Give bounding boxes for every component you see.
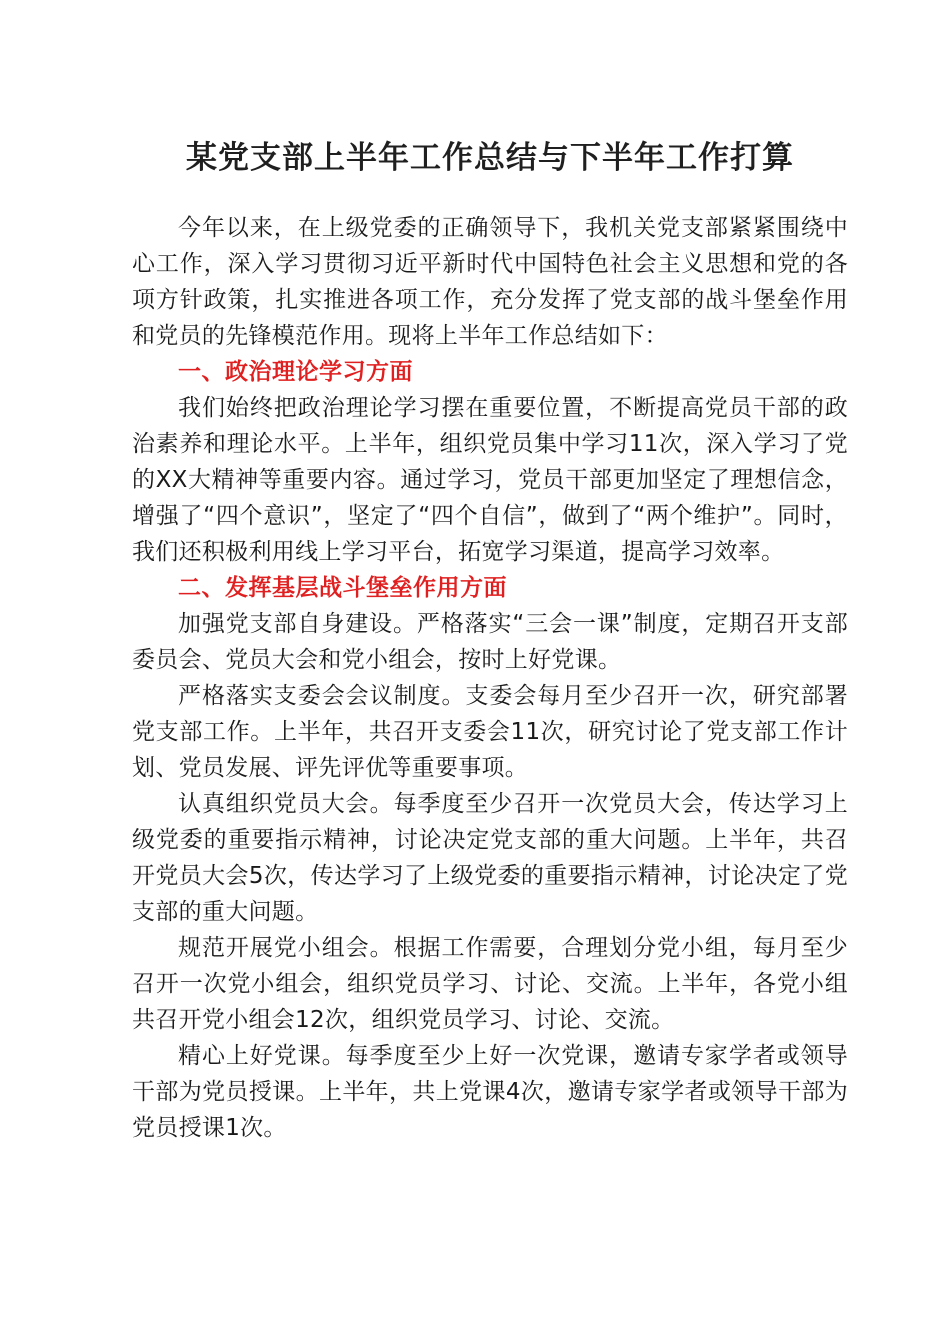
section2-paragraph-group-meetings: 规范开展党小组会。根据工作需要，合理划分党小组，每月至少召开一次党小组会，组织党员学习、讨论、交流。上半年，各党小组共召开党小组会12次，组织党员学习、讨论、交流。: [132, 935, 848, 1033]
intro-paragraph: 今年以来，在上级党委的正确领导下，我机关党支部紧紧围绕中心工作，深入学习贯彻习近平新时代中国特色社会主义思想和党的各项方针政策，扎实推进各项工作，充分发挥了党支部的战斗堡垒作用和党员的先锋模范作用。现将上半年工作总结如下：: [132, 215, 848, 349]
section1-paragraph: 我们始终把政治理论学习摆在重要位置，不断提高党员干部的政治素养和理论水平。上半年，组织党员集中学习11次，深入学习了党的XX大精神等重要内容。通过学习，党员干部更加坚定了理想信念，增强了“四个意识”，坚定了“四个自信”，做到了“两个维护”。同时，我们还积极利用线上学习平台，拓宽学习渠道，提高学习效率。: [132, 395, 848, 565]
section2-paragraph-member-assembly: 认真组织党员大会。每季度至少召开一次党员大会，传达学习上级党委的重要指示精神，讨论决定党支部的重大问题。上半年，共召开党员大会5次，传达学习了上级党委的重要指示精神，讨论决定了党支部的重大问题。: [132, 791, 848, 925]
document-title: 某党支部上半年工作总结与下半年工作打算: [186, 140, 794, 176]
section2-paragraph-party-lectures: 精心上好党课。每季度至少上好一次党课，邀请专家学者或领导干部为党员授课。上半年，共上党课4次，邀请专家学者或领导干部为党员授课1次。: [132, 1043, 848, 1141]
section-heading-grassroots: 二、发挥基层战斗堡垒作用方面: [178, 575, 507, 601]
section2-paragraph-committee-meetings: 严格落实支委会会议制度。支委会每月至少召开一次，研究部署党支部工作。上半年，共召开支委会11次，研究讨论了党支部工作计划、党员发展、评先评优等重要事项。: [132, 683, 848, 781]
section2-paragraph-branch-building: 加强党支部自身建设。严格落实“三会一课”制度，定期召开支部委员会、党员大会和党小组会，按时上好党课。: [132, 611, 848, 673]
section-heading-political-study: 一、政治理论学习方面: [178, 359, 413, 385]
document-page: [132, 132, 848, 1146]
